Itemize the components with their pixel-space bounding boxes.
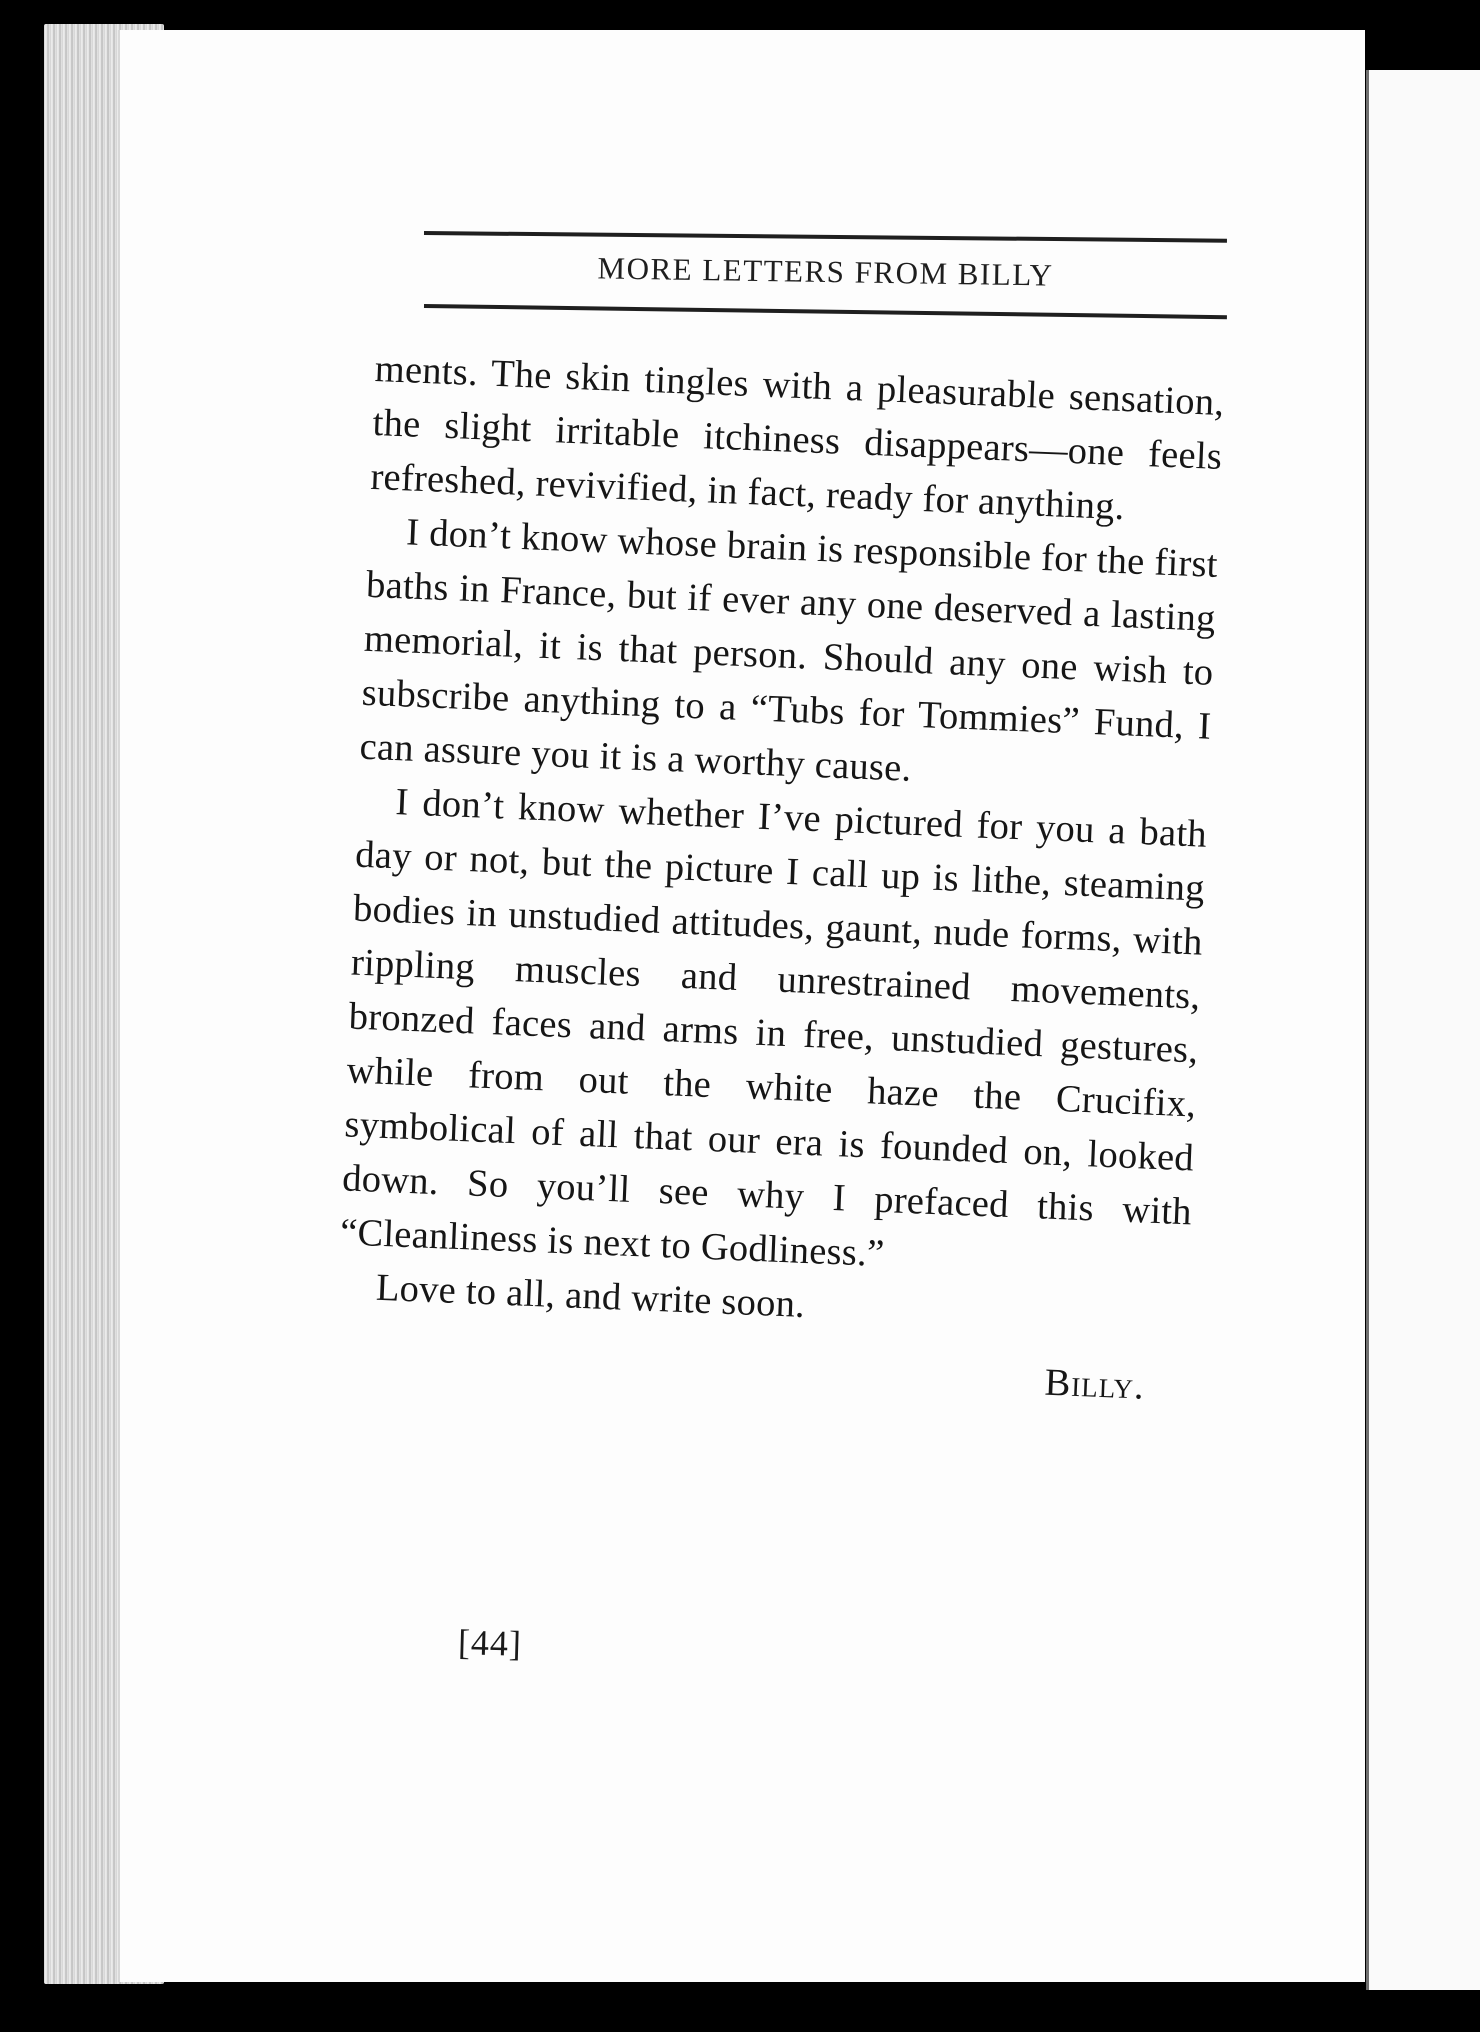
paragraph-continued: ments. The skin tingles with a pleasurable sensation, the slight irritable itchiness disappears—one feels refreshed, revivified, in fact, ready for anything. — [369, 347, 1226, 529]
signature: Billy. — [1043, 1361, 1146, 1408]
running-head: MORE LETTERS FROM BILLY — [597, 250, 1054, 293]
page-number: [44] — [457, 1622, 523, 1664]
paragraph-bath-day: I don’t know whether I’ve pictured for you a bath day or not, but the picture I call up is lithe, steaming bodies in unstudied attitudes, gaunt, nude forms, with rippling muscles and unrestrained movements, bronzed faces and arms in free, unstudied gestures, while from out the white haze the Crucifix, symbolical of all that our era is founded on, looked down. So you’ll see why I prefaced this with “Cleanliness is next to Godliness.” — [339, 781, 1208, 1276]
facing-page-edge — [1366, 70, 1480, 1990]
closing-line: Love to all, and write soon. — [375, 1266, 806, 1326]
body-text — [334, 342, 1225, 1415]
paragraph-baths: I don’t know whose brain is responsible for the first baths in France, but if ever any one deserved a lasting memorial, it is that person. Should any one wish to subscribe anything to a “Tubs for Tommies” Fund, I can assure you it is a worthy cause. — [358, 511, 1219, 790]
